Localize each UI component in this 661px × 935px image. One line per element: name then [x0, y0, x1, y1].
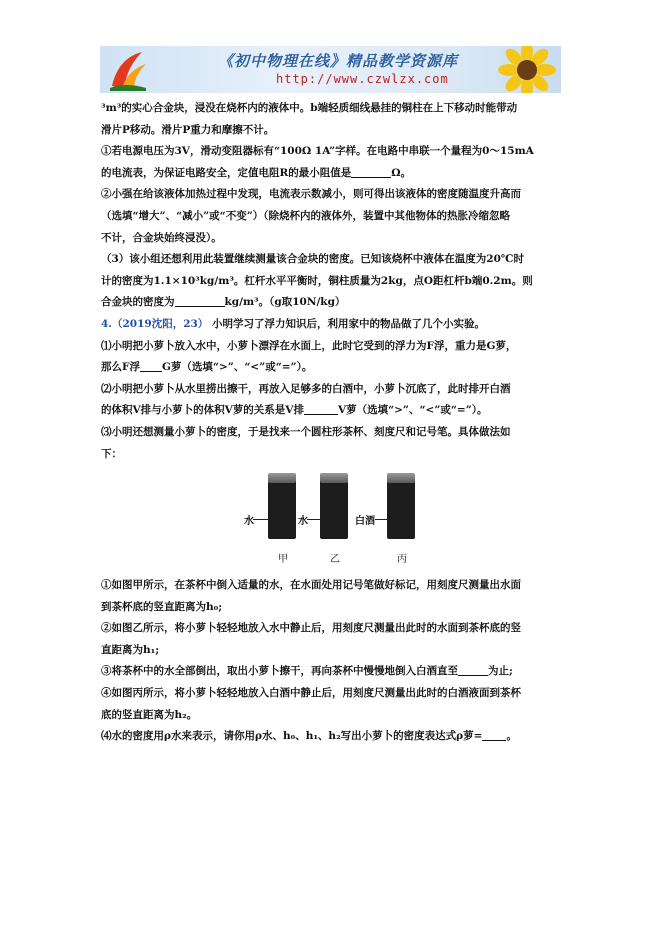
- text-line: ⑷水的密度用ρ水来表示，请你用ρ水、h₀、h₁、h₂写出小萝卜的密度表达式ρ萝= 。: [101, 730, 517, 743]
- text-line: ⑴小明把小萝卜放入水中，小萝卜漂浮在水面上，此时它受到的浮力为F浮，重力是G萝，: [101, 339, 517, 352]
- text-line: （3）该小组还想利用此装置继续测量该合金块的密度。已知该烧杯中液体在温度为20℃时: [101, 253, 524, 266]
- caption-c: 丙: [397, 554, 407, 566]
- text-line: （选填“增大”、“减小”或“不变”）（除烧杯内的液体外，装置中其他物体的热胀冷缩忽略: [101, 209, 510, 222]
- label-liquor: 白酒: [355, 516, 375, 528]
- text-line: 到茶杯底的竖直距离为h₀;: [101, 600, 223, 613]
- question-number: 4.: [101, 317, 112, 330]
- caption-a: 甲: [278, 554, 288, 566]
- text-line: 不计，合金块始终浸没）。: [101, 231, 222, 244]
- text-line: ③将茶杯中的水全部倒出，取出小萝卜擦干，再向茶杯中慢慢地倒入白酒直至 为止;: [101, 665, 513, 678]
- answer-blank[interactable]: [458, 663, 488, 676]
- site-logo-icon: [106, 48, 150, 92]
- cup-figure-b: [320, 477, 348, 539]
- experiment-figure: [101, 469, 563, 569]
- text-line: ①若电源电压为3V，滑动变阻器标有“100Ω 1A”字样。在电路中串联一个量程为0～15mA: [101, 145, 534, 158]
- question-4-header: 4.（2019沈阳，23） 小明学习了浮力知识后，利用家中的物品做了几个小实验。: [101, 317, 485, 330]
- text-line: 滑片P移动。滑片P重力和摩擦不计。: [101, 123, 275, 136]
- text-line: ②如图乙所示，将小萝卜轻轻地放入水中静止后，用刻度尺测量出此时的水面到茶杯底的竖: [101, 622, 521, 635]
- text-line: 合金块的密度为 kg/m³。（g取10N/kg）: [101, 296, 346, 309]
- text-line: ②小强在给该液体加热过程中发现，电流表示数减小，则可得出该液体的密度随温度升高而: [101, 188, 521, 201]
- text-line: 下：: [101, 447, 122, 460]
- cup-figure-a: [268, 477, 296, 539]
- cup-figure-c: [387, 477, 415, 539]
- answer-blank[interactable]: [304, 402, 338, 415]
- text-line: ④如图丙所示，将小萝卜轻轻地放入白酒中静止后，用刻度尺测量出此时的白酒液面到茶杯: [101, 687, 521, 700]
- caption-b: 乙: [330, 554, 340, 566]
- answer-blank[interactable]: [482, 728, 506, 741]
- header-banner: [100, 46, 561, 93]
- answer-blank[interactable]: [175, 294, 225, 307]
- answer-blank[interactable]: [140, 359, 162, 372]
- text-line: 计的密度为1.1×10³kg/m³。杠杆水平平衡时，铜柱质量为2kg，点O距杠杆b端0.2m。则: [101, 274, 533, 287]
- text-line: 的电流表，为保证电路安全，定值电阻R的最小阻值是 Ω。: [101, 166, 412, 179]
- text-line: ⑵小明把小萝卜从水里捞出擦干，再放入足够多的白酒中，小萝卜沉底了，此时排开白酒: [101, 382, 511, 395]
- text-line: 那么F浮 G萝（选填“>”、“<”或“=”）。: [101, 361, 313, 374]
- text-line: ⑶小明还想测量小萝卜的密度，于是找来一个圆柱形茶杯、刻度尺和记号笔。具体做法如: [101, 425, 511, 438]
- text-line: 底的竖直距离为h₂。: [101, 708, 198, 721]
- text-line: ³m³的实心合金块，浸没在烧杯内的液体中。b端轻质细线悬挂的铜柱在上下移动时能带动: [101, 102, 518, 114]
- sunflower-icon: [497, 46, 557, 93]
- question-source: （2019沈阳，23）: [111, 317, 209, 330]
- banner-title: 《初中物理在线》精品教学资源库: [218, 52, 459, 70]
- page-content: [101, 98, 563, 748]
- banner-url[interactable]: http://www.czwlzx.com: [276, 72, 449, 86]
- label-water-b: 水: [298, 516, 308, 528]
- label-water-a: 水: [244, 516, 254, 528]
- answer-blank[interactable]: [351, 165, 391, 178]
- text-line: ①如图甲所示，在茶杯中倒入适量的水，在水面处用记号笔做好标记，用刻度尺测量出水面: [101, 579, 521, 592]
- text-line: 的体积V排与小萝卜的体积V萝的关系是V排 V萝（选填“>”、“<”或“=”）。: [101, 404, 488, 417]
- text-line: 直距离为h₁;: [101, 643, 160, 656]
